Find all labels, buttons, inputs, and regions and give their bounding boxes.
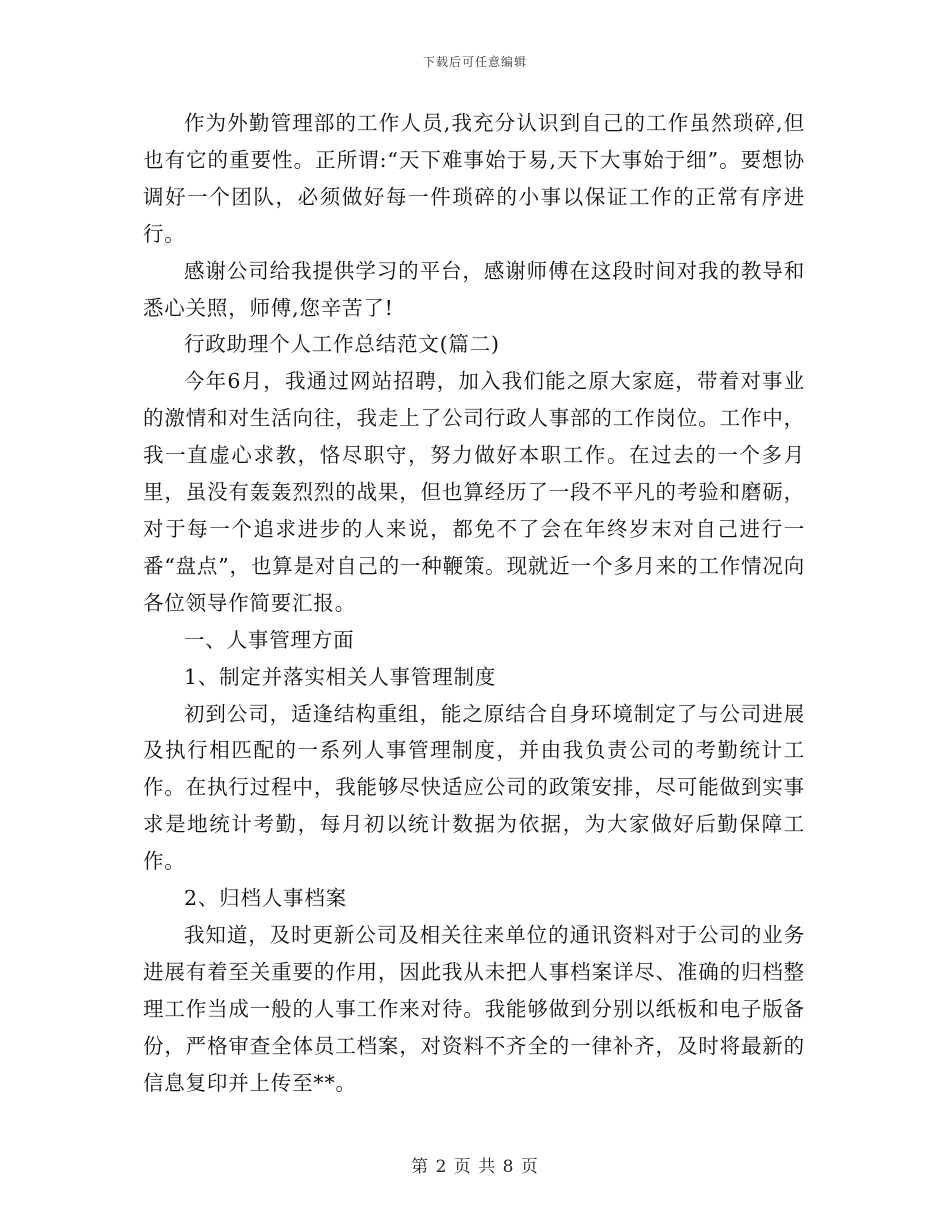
document-body — [143, 105, 805, 1101]
page-header: 下载后可任意编辑 — [422, 55, 527, 69]
paragraph-policies: 初到公司，适逢结构重组，能之原结合自身环境制定了与公司进展及执行相匹配的一系列人事管理制度，并由我负责公司的考勤统计工作。在执行过程中，我能够尽快适应公司的政策安排，尽可能做到实事求是地统计考勤，每月初以统计数据为依据，为大家做好后勤保障工作。 — [143, 701, 805, 874]
paragraph-field-work-intro: 作为外勤管理部的工作人员,我充分认识到自己的工作虽然琐碎,但也有它的重要性。正所谓:“天下难事始于易,天下大事始于细”。要想协调好一个团队，必须做好每一件琐碎的小事以保证工作的正常有序进行。 — [143, 111, 805, 246]
paragraph-intro: 今年6月，我通过网站招聘，加入我们能之原大家庭，带着对事业的激情和对生活向往，我走上了公司行政人事部的工作岗位。工作中，我一直虚心求教，恪尽职守，努力做好本职工作。在过去的一个多月里，虽没有轰轰烈烈的战果，但也算经历了一段不平凡的考验和磨砺，对于每一个追求进步的人来说，都免不了会在年终岁末对自己进行一番“盘点”，也算是对自己的一种鞭策。现就近一个多月来的工作情况向各位领导作简要汇报。 — [143, 369, 805, 615]
paragraph-thanks: 感谢公司给我提供学习的平台，感谢师傅在这段时间对我的教导和悉心关照，师傅,您辛苦了! — [143, 258, 805, 320]
page-number: 第 2 页 共 8 页 — [411, 1157, 539, 1177]
paragraph-archives: 我知道，及时更新公司及相关往来单位的通讯资料对于公司的业务进展有着至关重要的作用，因此我从未把人事档案详尽、准确的归档整理工作当成一般的人事工作来对待。我能够做到分别以纸板和电子版备份，严格审查全体员工档案，对资料不齐全的一律补齐，及时将最新的信息复印并上传至**。 — [143, 922, 805, 1095]
subheading-archives: 2、归档人事档案 — [184, 886, 347, 911]
heading-personnel-management: 一、人事管理方面 — [184, 627, 355, 652]
subheading-policies: 1、制定并落实相关人事管理制度 — [184, 664, 497, 689]
section-title: 行政助理个人工作总结范文(篇二) — [184, 332, 500, 357]
